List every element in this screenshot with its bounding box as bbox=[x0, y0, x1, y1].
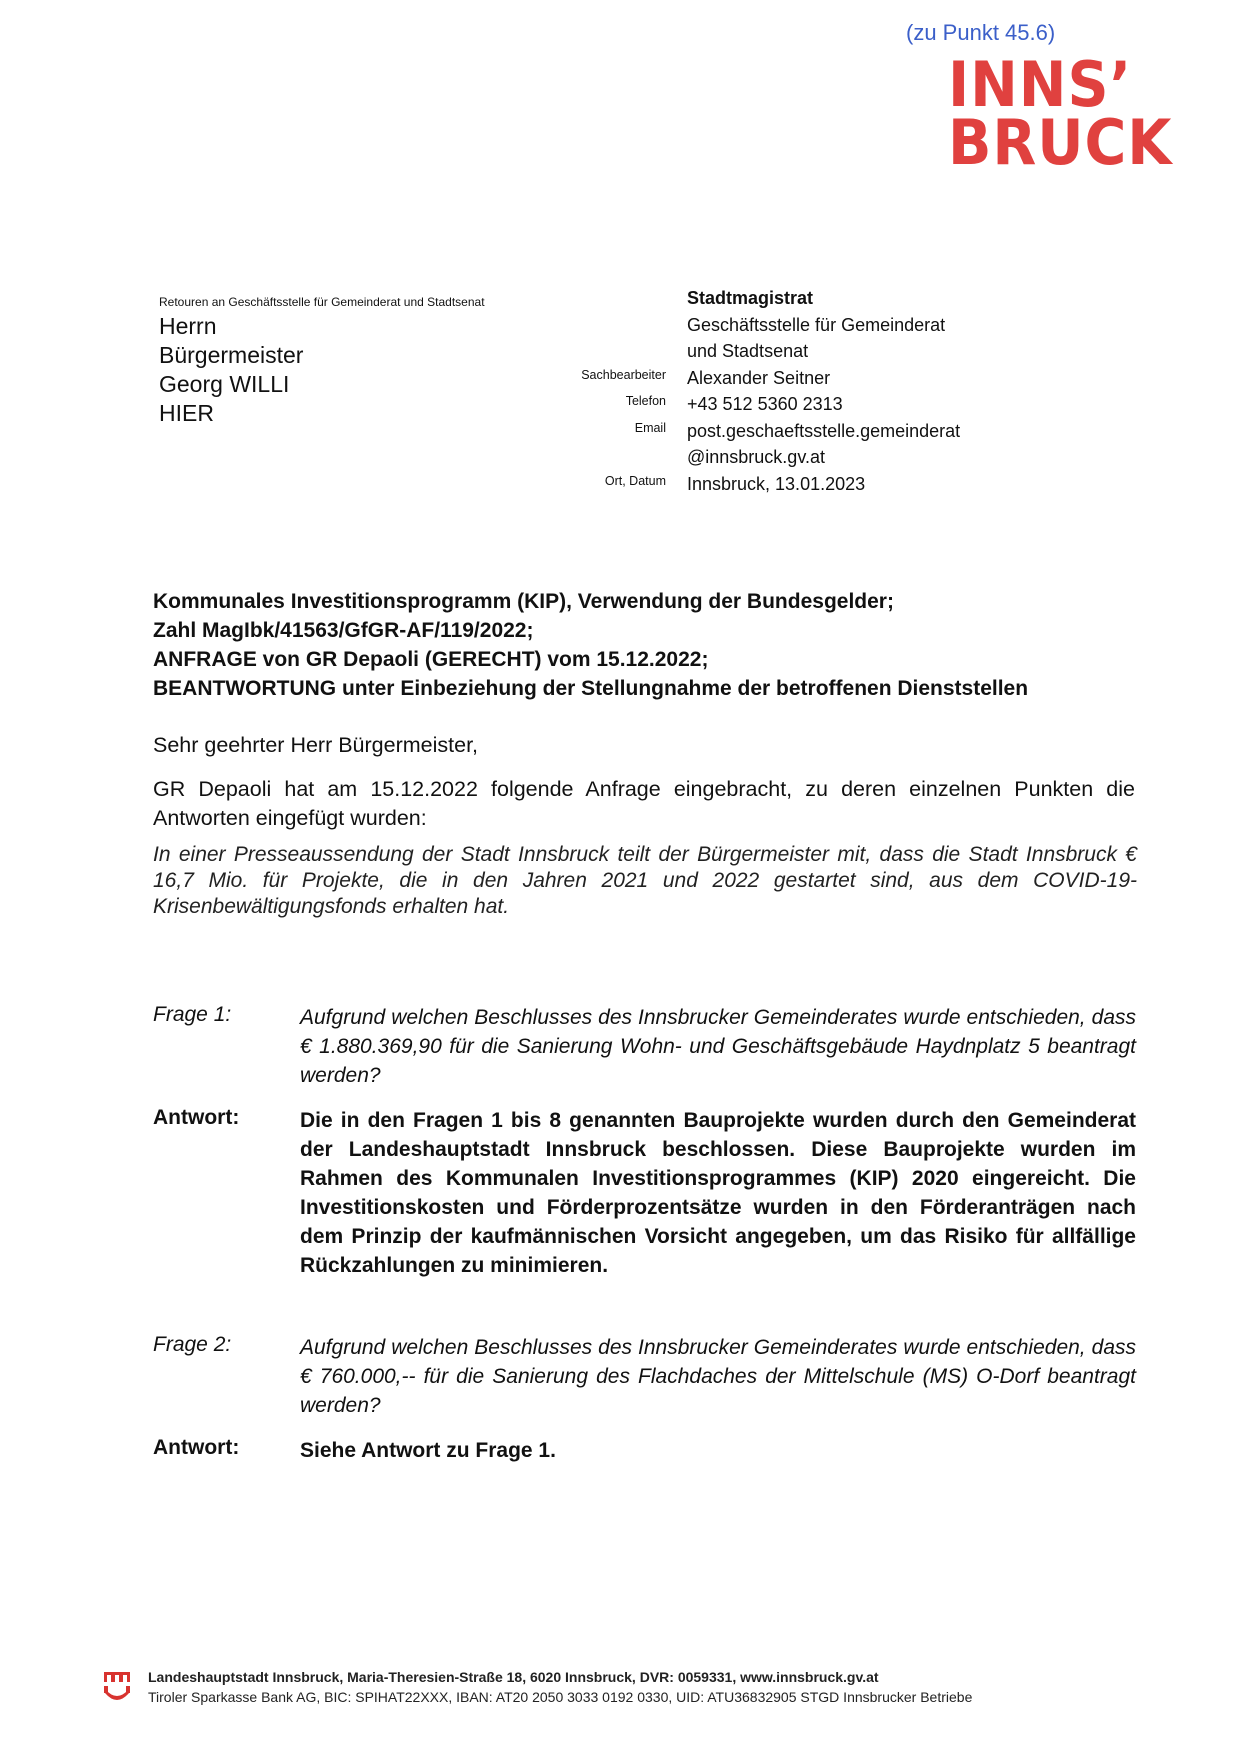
sender-org: Stadtmagistrat bbox=[687, 288, 814, 308]
sender-clerk: Alexander Seitner bbox=[687, 367, 831, 388]
answer-1-text: Die in den Fragen 1 bis 8 genannten Bauprojekte wurden durch den Gemeinderat der Landeshauptstadt Innsbruck beschlossen. Diese Bauprojekte wurden im Rahmen des Kommunalen Investitionsprogrammes (KIP) 2020 eingereicht. Die Investitionskosten und Förderprozentsätze wurden in den Förderanträgen nach dem Prinzip der kaufmännischen Vorsicht angegeben, um das Risiko für allfällige Rückzahlungen zu minimieren. bbox=[300, 1109, 1136, 1277]
subject-line-3: ANFRAGE von GR Depaoli (GERECHT) vom 15.12.2022; bbox=[153, 648, 709, 671]
subject-block bbox=[153, 587, 1028, 703]
sender-email-2: @innsbruck.gv.at bbox=[687, 447, 825, 467]
sender-place-date: Innsbruck, 13.01.2023 bbox=[687, 473, 866, 494]
return-note: Retouren an Geschäftsstelle für Gemeinderat und Stadtsenat bbox=[159, 295, 485, 309]
email-label: Email bbox=[634, 421, 666, 435]
answer-1-label: Antwort: bbox=[153, 1106, 240, 1129]
logo-line-2: BRUCK bbox=[948, 106, 1173, 179]
subject-line-4: BEANTWORTUNG unter Einbeziehung der Stellungnahme der betroffenen Dienststellen bbox=[153, 677, 1029, 700]
sender-dept-1: Geschäftsstelle für Gemeinderat bbox=[687, 314, 946, 335]
subject-line-2: Zahl MagIbk/41563/GfGR-AF/119/2022; bbox=[153, 619, 534, 642]
logo-line-1: INNS’ bbox=[948, 48, 1133, 121]
recipient-salutation: Herrn bbox=[159, 313, 217, 339]
city-emblem-icon bbox=[103, 1669, 131, 1707]
innsbruck-logo bbox=[948, 48, 1192, 179]
recipient-title: Bürgermeister bbox=[159, 342, 304, 368]
recipient-name: Georg WILLI bbox=[159, 371, 290, 397]
recipient-location: HIER bbox=[159, 400, 214, 426]
question-2-label: Frage 2: bbox=[153, 1333, 232, 1356]
footer-line-2: Tiroler Sparkasse Bank AG, BIC: SPIHAT22XXX, IBAN: AT20 2050 3033 0192 0330, UID: ATU36832905 STGD Innsbrucker Betriebe bbox=[148, 1689, 973, 1705]
sender-block bbox=[687, 285, 960, 497]
answer-2-label: Antwort: bbox=[153, 1436, 240, 1459]
reference-note: (zu Punkt 45.6) bbox=[906, 20, 1056, 45]
greeting: Sehr geehrter Herr Bürgermeister, bbox=[153, 733, 479, 757]
date-label: Ort, Datum bbox=[604, 474, 666, 488]
intro-paragraph: GR Depaoli hat am 15.12.2022 folgende Anfrage eingebracht, zu deren einzelnen Punkten die Antworten eingefügt wurden: bbox=[153, 777, 1135, 830]
footer-line-1: Landeshauptstadt Innsbruck, Maria-Theresien-Straße 18, 6020 Innsbruck, DVR: 0059331, www.innsbruck.gv.at bbox=[148, 1669, 879, 1685]
sender-dept-2: und Stadtsenat bbox=[687, 341, 809, 361]
sender-email-1: post.geschaeftsstelle.gemeinderat bbox=[687, 420, 961, 441]
clerk-label: Sachbearbeiter bbox=[581, 368, 666, 382]
question-1-label: Frage 1: bbox=[153, 1003, 232, 1026]
recipient-address bbox=[159, 312, 303, 428]
question-1-text: Aufgrund welchen Beschlusses des Innsbrucker Gemeinderates wurde entschieden, dass € 1.880.369,90 für die Sanierung Wohn- und Geschäftsgebäude Haydnplatz 5 beantragt werden? bbox=[300, 1006, 1136, 1087]
phone-label: Telefon bbox=[625, 394, 666, 408]
subject-line-1: Kommunales Investitionsprogramm (KIP), Verwendung der Bundesgelder; bbox=[153, 590, 894, 613]
answer-2-text: Siehe Antwort zu Frage 1. bbox=[300, 1439, 556, 1462]
footer bbox=[148, 1667, 972, 1707]
question-2-text: Aufgrund welchen Beschlusses des Innsbrucker Gemeinderates wurde entschieden, dass € 760.000,-- für die Sanierung des Flachdaches der Mittelschule (MS) O-Dorf beantragt werden? bbox=[300, 1336, 1136, 1417]
inquiry-quote: In einer Presseaussendung der Stadt Innsbruck teilt der Bürgermeister mit, dass die Stadt Innsbruck € 16,7 Mio. für Projekte, die in den Jahren 2021 und 2022 gestartet sind, aus dem COVID-19-Krisenbewältigungsfonds erhalten hat. bbox=[153, 843, 1137, 918]
sender-phone: +43 512 5360 2313 bbox=[687, 394, 843, 414]
